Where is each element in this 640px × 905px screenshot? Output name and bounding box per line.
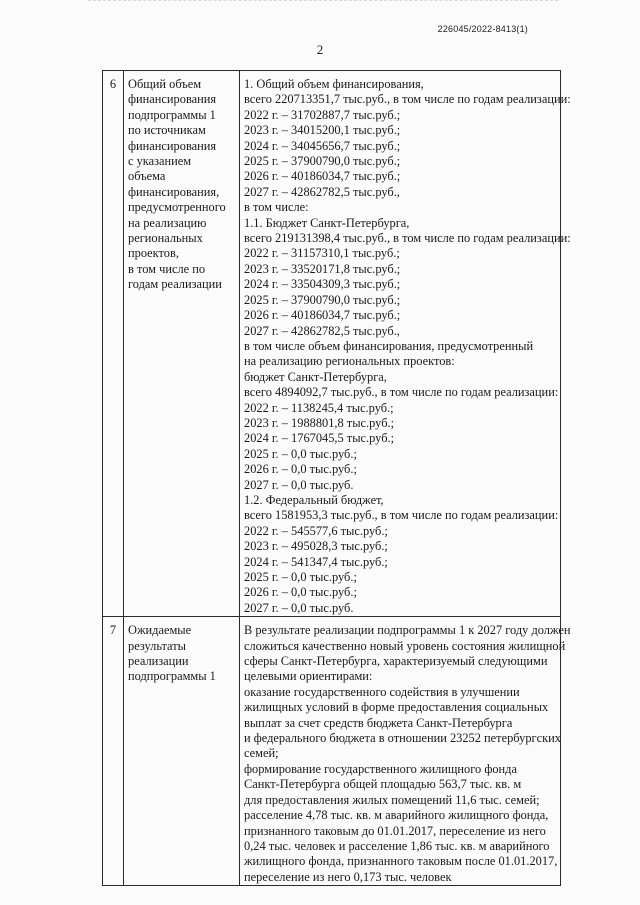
label-line: финансирования [128, 138, 217, 153]
label-line: Ожидаемые [128, 623, 192, 638]
content-line: 2026 г. – 40186034,7 тыс.руб.; [244, 169, 401, 184]
content-line: 2022 г. – 1138245,4 тыс.руб.; [244, 400, 394, 415]
content-line: 2024 г. – 33504309,3 тыс.руб.; [244, 277, 401, 292]
content-line: сферы Санкт-Петербурга, характеризуемый следующими [244, 654, 548, 669]
content-line: в том числе: [244, 200, 309, 215]
label-line: подпрограммы 1 [128, 107, 216, 122]
content-line: 2024 г. – 34045656,7 тыс.руб.; [244, 138, 401, 153]
content-line: для предоставления жилых помещений 11,6 тыс. семей; [244, 792, 540, 807]
document-number: 226045/2022-8413(1) [437, 24, 528, 34]
content-line: в том числе объем финансирования, предусмотренный [244, 338, 534, 353]
content-line: 1.1. Бюджет Санкт-Петербурга, [244, 215, 410, 230]
content-line: жилищных условий в форме предоставления социальных [244, 700, 549, 715]
content-line: Санкт-Петербурга общей площадью 563,7 тыс. кв. м [244, 777, 522, 792]
content-line: семей; [244, 746, 279, 761]
page-number: 2 [316, 42, 324, 57]
table-row [103, 71, 561, 617]
row-number: 7 [103, 617, 124, 886]
content-line: на реализацию региональных проектов: [244, 354, 455, 369]
row-number: 6 [103, 71, 124, 617]
content-line: 2026 г. – 0,0 тыс.руб.; [244, 462, 357, 477]
passport-table [102, 70, 571, 886]
content-line: жилищного фонда, признанного таковым после 01.01.2017, [244, 854, 558, 869]
label-line: годам реализации [128, 277, 222, 292]
content-line: всего 1581953,3 тыс.руб., в том числе по годам реализации: [244, 508, 559, 523]
row-content [240, 71, 571, 617]
table-row [103, 617, 561, 886]
content-line: 1. Общий объем финансирования, [244, 77, 424, 91]
content-line: 2022 г. – 545577,6 тыс.руб.; [244, 523, 388, 538]
content-line: 2025 г. – 0,0 тыс.руб.; [244, 446, 357, 461]
content-line: 2023 г. – 1988801,8 тыс.руб.; [244, 415, 395, 430]
content-line: бюджет Санкт-Петербурга, [244, 369, 387, 384]
content-line: 2027 г. – 0,0 тыс.руб. [244, 600, 354, 615]
label-line: проектов, [128, 246, 179, 261]
content-line: формирование государственного жилищного фонда [244, 761, 517, 776]
content-line: расселение 4,78 тыс. кв. м аварийного жилищного фонда, [244, 808, 549, 823]
content-line: 2026 г. – 40186034,7 тыс.руб.; [244, 308, 401, 323]
content-line: всего 4894092,7 тыс.руб., в том числе по годам реализации: [244, 385, 559, 400]
content-line: переселение из него 0,173 тыс. человек [244, 869, 452, 884]
label-line: по источникам [128, 123, 206, 138]
content-line: 2024 г. – 1767045,5 тыс.руб.; [244, 431, 395, 446]
content-line: всего 220713351,7 тыс.руб., в том числе по годам реализации: [244, 92, 571, 107]
content-line: 2022 г. – 31157310,1 тыс.руб.; [244, 246, 400, 261]
content-line: 2023 г. – 34015200,1 тыс.руб.; [244, 123, 401, 138]
content-line: 2023 г. – 495028,3 тыс.руб.; [244, 539, 388, 554]
label-line: финансирования [128, 92, 217, 107]
content-line: признанного таковым до 01.01.2017, переселение из него [244, 823, 546, 838]
label-line: с указанием [128, 154, 192, 169]
content-line: выплат за счет средств бюджета Санкт-Петербурга [244, 715, 513, 730]
row-label [124, 71, 240, 617]
content-line: 2027 г. – 0,0 тыс.руб. [244, 477, 354, 492]
content-line: 2025 г. – 37900790,0 тыс.руб.; [244, 154, 401, 169]
content-line: 2027 г. – 42862782,5 тыс.руб., [244, 184, 400, 199]
row-content [240, 617, 571, 886]
content-line: В результате реализации подпрограммы 1 к 2027 году должен [244, 623, 571, 638]
label-line: на реализацию [128, 215, 207, 230]
content-line: оказание государственного содействия в улучшении [244, 684, 520, 699]
content-line: 2026 г. – 0,0 тыс.руб.; [244, 585, 357, 600]
content-line: 0,24 тыс. человек и расселение 1,86 тыс. кв. м аварийного [244, 838, 550, 853]
content-line: 2023 г. – 33520171,8 тыс.руб.; [244, 261, 401, 276]
label-line: Общий объем [128, 77, 202, 91]
content-line: целевыми ориентирами: [244, 669, 373, 684]
row-label [124, 617, 240, 886]
label-line: объема [128, 169, 166, 184]
label-line: подпрограммы 1 [128, 669, 216, 684]
label-line: региональных [128, 231, 203, 246]
content-line: 2027 г. – 42862782,5 тыс.руб., [244, 323, 400, 338]
content-line: сложиться качественно новый уровень состояния жилищной [244, 638, 566, 653]
content-line: 2025 г. – 37900790,0 тыс.руб.; [244, 292, 401, 307]
content-line: 2025 г. – 0,0 тыс.руб.; [244, 570, 357, 584]
label-line: реализации [128, 654, 189, 669]
label-line: предусмотренного [128, 200, 226, 215]
content-line: всего 219131398,4 тыс.руб., в том числе по годам реализации: [244, 231, 571, 246]
scan-edge-line [88, 0, 558, 1]
content-line: 2022 г. – 31702887,7 тыс.руб.; [244, 107, 401, 122]
label-line: результаты [128, 638, 186, 653]
content-line: 1.2. Федеральный бюджет, [244, 492, 384, 507]
label-line: в том числе по [128, 261, 206, 276]
content-line: и федерального бюджета в отношении 23252 петербургских [244, 731, 561, 746]
content-line: 2024 г. – 541347,4 тыс.руб.; [244, 554, 388, 569]
label-line: финансирования, [128, 184, 220, 199]
